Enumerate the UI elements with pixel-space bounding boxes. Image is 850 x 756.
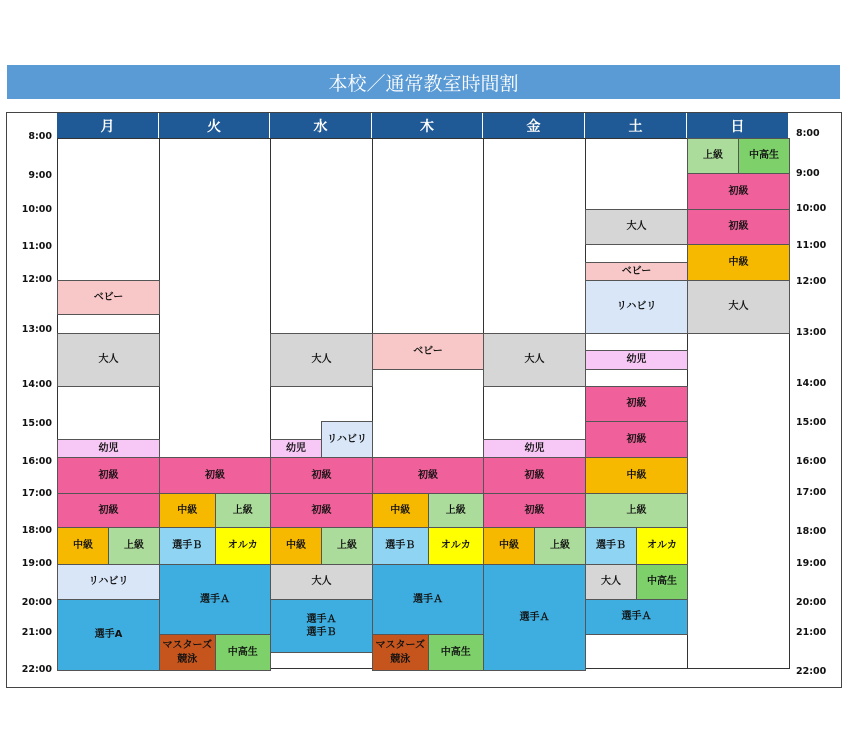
class-label: 初級	[728, 221, 749, 233]
class-block	[57, 564, 160, 600]
class-block	[372, 457, 484, 494]
class-block	[687, 138, 739, 174]
class-block	[483, 439, 586, 458]
time-label-right: 12:00	[796, 276, 827, 287]
class-block	[215, 527, 272, 565]
time-label-right: 16:00	[796, 456, 827, 467]
day-header: 土	[585, 113, 687, 138]
class-block	[108, 527, 160, 565]
class-label: 中高生	[749, 150, 779, 162]
time-label-left: 10:00	[21, 204, 52, 215]
class-block	[159, 493, 216, 528]
class-label: オルカ	[647, 540, 677, 552]
class-block	[687, 173, 790, 210]
class-block	[585, 599, 688, 635]
class-block	[483, 493, 586, 528]
class-block	[215, 493, 272, 528]
class-block	[57, 527, 109, 565]
class-block	[483, 527, 535, 565]
class-label: 選手Ａ	[200, 593, 230, 605]
class-block	[534, 527, 586, 565]
class-label: 初級	[205, 469, 225, 481]
class-label: 選手Ｂ	[596, 540, 626, 552]
class-block	[372, 634, 429, 671]
time-label-left: 19:00	[21, 558, 52, 569]
class-block	[57, 493, 160, 528]
class-label: 初級	[98, 469, 119, 481]
time-label-left: 18:00	[21, 525, 52, 536]
class-block	[57, 280, 160, 315]
class-block	[585, 386, 688, 422]
class-block	[270, 333, 373, 387]
class-block	[321, 527, 373, 565]
class-block	[483, 564, 586, 671]
class-label: 選手Ａ	[413, 593, 443, 605]
class-block	[57, 599, 160, 671]
class-block	[687, 280, 790, 334]
class-label: 選手Ａ	[519, 611, 550, 623]
class-label: 中級	[177, 504, 198, 516]
time-label-left: 11:00	[21, 241, 52, 252]
class-block	[738, 138, 790, 174]
time-label-left: 13:00	[21, 324, 52, 335]
class-label: 初級	[524, 504, 545, 516]
time-label-left: 16:00	[21, 456, 52, 467]
class-label: 中級	[499, 540, 519, 552]
day-header: 金	[483, 113, 585, 138]
class-block	[483, 457, 586, 494]
class-label: 初級	[311, 504, 332, 516]
class-block	[585, 564, 637, 600]
time-label-left: 17:00	[21, 488, 52, 499]
class-label: 中級	[626, 469, 647, 481]
time-label-right: 18:00	[796, 526, 827, 537]
class-label: リハビリ	[327, 433, 367, 445]
day-header: 月	[57, 113, 159, 138]
class-label: マスターズ 競泳	[375, 640, 425, 665]
class-label: 上級	[124, 540, 144, 552]
class-block	[159, 457, 271, 494]
class-block	[215, 634, 272, 671]
class-block	[372, 564, 484, 635]
class-label: 上級	[550, 540, 570, 552]
time-label-right: 8:00	[796, 128, 820, 139]
class-label: 初級	[311, 469, 332, 481]
class-block	[372, 333, 484, 370]
time-label-left: 20:00	[21, 597, 52, 608]
class-block	[636, 564, 688, 600]
class-block	[57, 457, 160, 494]
class-label: 中高生	[440, 646, 471, 658]
class-block	[585, 493, 688, 528]
class-label: 中級	[73, 540, 93, 552]
class-label: 大人	[311, 354, 332, 366]
class-block	[372, 493, 429, 528]
class-label: オルカ	[440, 540, 471, 552]
class-block	[483, 333, 586, 387]
class-label: 大人	[728, 301, 749, 313]
class-label: 初級	[728, 185, 749, 197]
day-header: 日	[687, 113, 789, 138]
class-label: リハビリ	[616, 301, 657, 313]
class-label: 幼児	[98, 442, 119, 454]
class-label: 幼児	[524, 442, 545, 454]
class-label: 初級	[524, 469, 545, 481]
time-label-left: 9:00	[28, 170, 52, 181]
class-block	[57, 439, 160, 458]
class-label: ベビー	[93, 291, 124, 303]
class-label: 選手Ｂ	[172, 540, 203, 552]
time-label-right: 22:00	[796, 666, 827, 677]
day-header: 木	[372, 113, 483, 138]
day-header: 火	[159, 113, 270, 138]
class-label: 選手Ｂ	[385, 540, 416, 552]
class-block	[585, 527, 637, 565]
time-label-right: 11:00	[796, 240, 827, 251]
day-header: 水	[270, 113, 372, 138]
time-label-left: 14:00	[21, 379, 52, 390]
class-label: 選手A	[94, 629, 123, 641]
time-label-right: 17:00	[796, 487, 827, 498]
class-block	[159, 564, 271, 635]
class-label: 初級	[626, 433, 647, 445]
class-label: マスターズ 競泳	[162, 640, 212, 665]
class-block	[428, 493, 485, 528]
time-label-right: 13:00	[796, 327, 827, 338]
class-block	[372, 527, 429, 565]
class-label: 選手Ａ	[621, 611, 652, 623]
class-label: 中級	[390, 504, 411, 516]
class-block	[585, 421, 688, 458]
class-label: 初級	[98, 504, 119, 516]
class-label: 選手Ａ 選手Ｂ	[306, 613, 337, 638]
time-label-right: 10:00	[796, 203, 827, 214]
class-block	[270, 493, 373, 528]
class-label: 中高生	[647, 576, 677, 588]
class-block	[428, 527, 485, 565]
time-label-left: 8:00	[28, 131, 52, 142]
time-label-right: 14:00	[796, 378, 827, 389]
class-block	[428, 634, 485, 671]
time-label-left: 22:00	[21, 664, 52, 675]
class-block	[270, 599, 373, 653]
time-label-left: 21:00	[21, 627, 52, 638]
class-label: 上級	[337, 540, 357, 552]
class-label: 中級	[728, 256, 749, 268]
class-label: 上級	[445, 504, 466, 516]
class-block	[270, 564, 373, 600]
class-label: 大人	[98, 354, 119, 366]
time-label-right: 20:00	[796, 597, 827, 608]
class-block	[270, 457, 373, 494]
class-block	[585, 280, 688, 334]
class-block	[687, 244, 790, 281]
class-label: 大人	[524, 354, 545, 366]
class-block	[159, 634, 216, 671]
class-label: 上級	[626, 504, 647, 516]
class-block	[585, 350, 688, 370]
time-label-right: 21:00	[796, 627, 827, 638]
class-block	[270, 527, 322, 565]
class-block	[585, 262, 688, 281]
class-label: 中高生	[227, 646, 258, 658]
class-label: 上級	[232, 504, 253, 516]
class-block	[57, 333, 160, 387]
class-block	[585, 457, 688, 494]
class-label: リハビリ	[88, 576, 129, 588]
class-label: 幼児	[626, 354, 647, 366]
time-label-right: 9:00	[796, 168, 820, 179]
time-label-right: 19:00	[796, 558, 827, 569]
class-block	[270, 439, 322, 458]
class-block	[687, 209, 790, 245]
time-label-left: 12:00	[21, 274, 52, 285]
class-label: 初級	[626, 398, 647, 410]
class-label: 大人	[626, 221, 647, 233]
class-label: オルカ	[227, 540, 258, 552]
page-title: 本校／通常教室時間割	[7, 65, 840, 99]
class-label: 上級	[703, 150, 723, 162]
class-label: 幼児	[286, 442, 306, 454]
class-block	[321, 421, 373, 458]
class-label: 大人	[601, 576, 621, 588]
time-label-right: 15:00	[796, 417, 827, 428]
class-label: ベビー	[413, 345, 443, 357]
class-label: 初級	[418, 469, 438, 481]
class-label: ベビー	[621, 265, 652, 277]
class-block	[636, 527, 688, 565]
class-label: 大人	[311, 576, 332, 588]
class-label: 中級	[286, 540, 306, 552]
class-block	[585, 209, 688, 245]
class-block	[159, 527, 216, 565]
time-label-left: 15:00	[21, 418, 52, 429]
